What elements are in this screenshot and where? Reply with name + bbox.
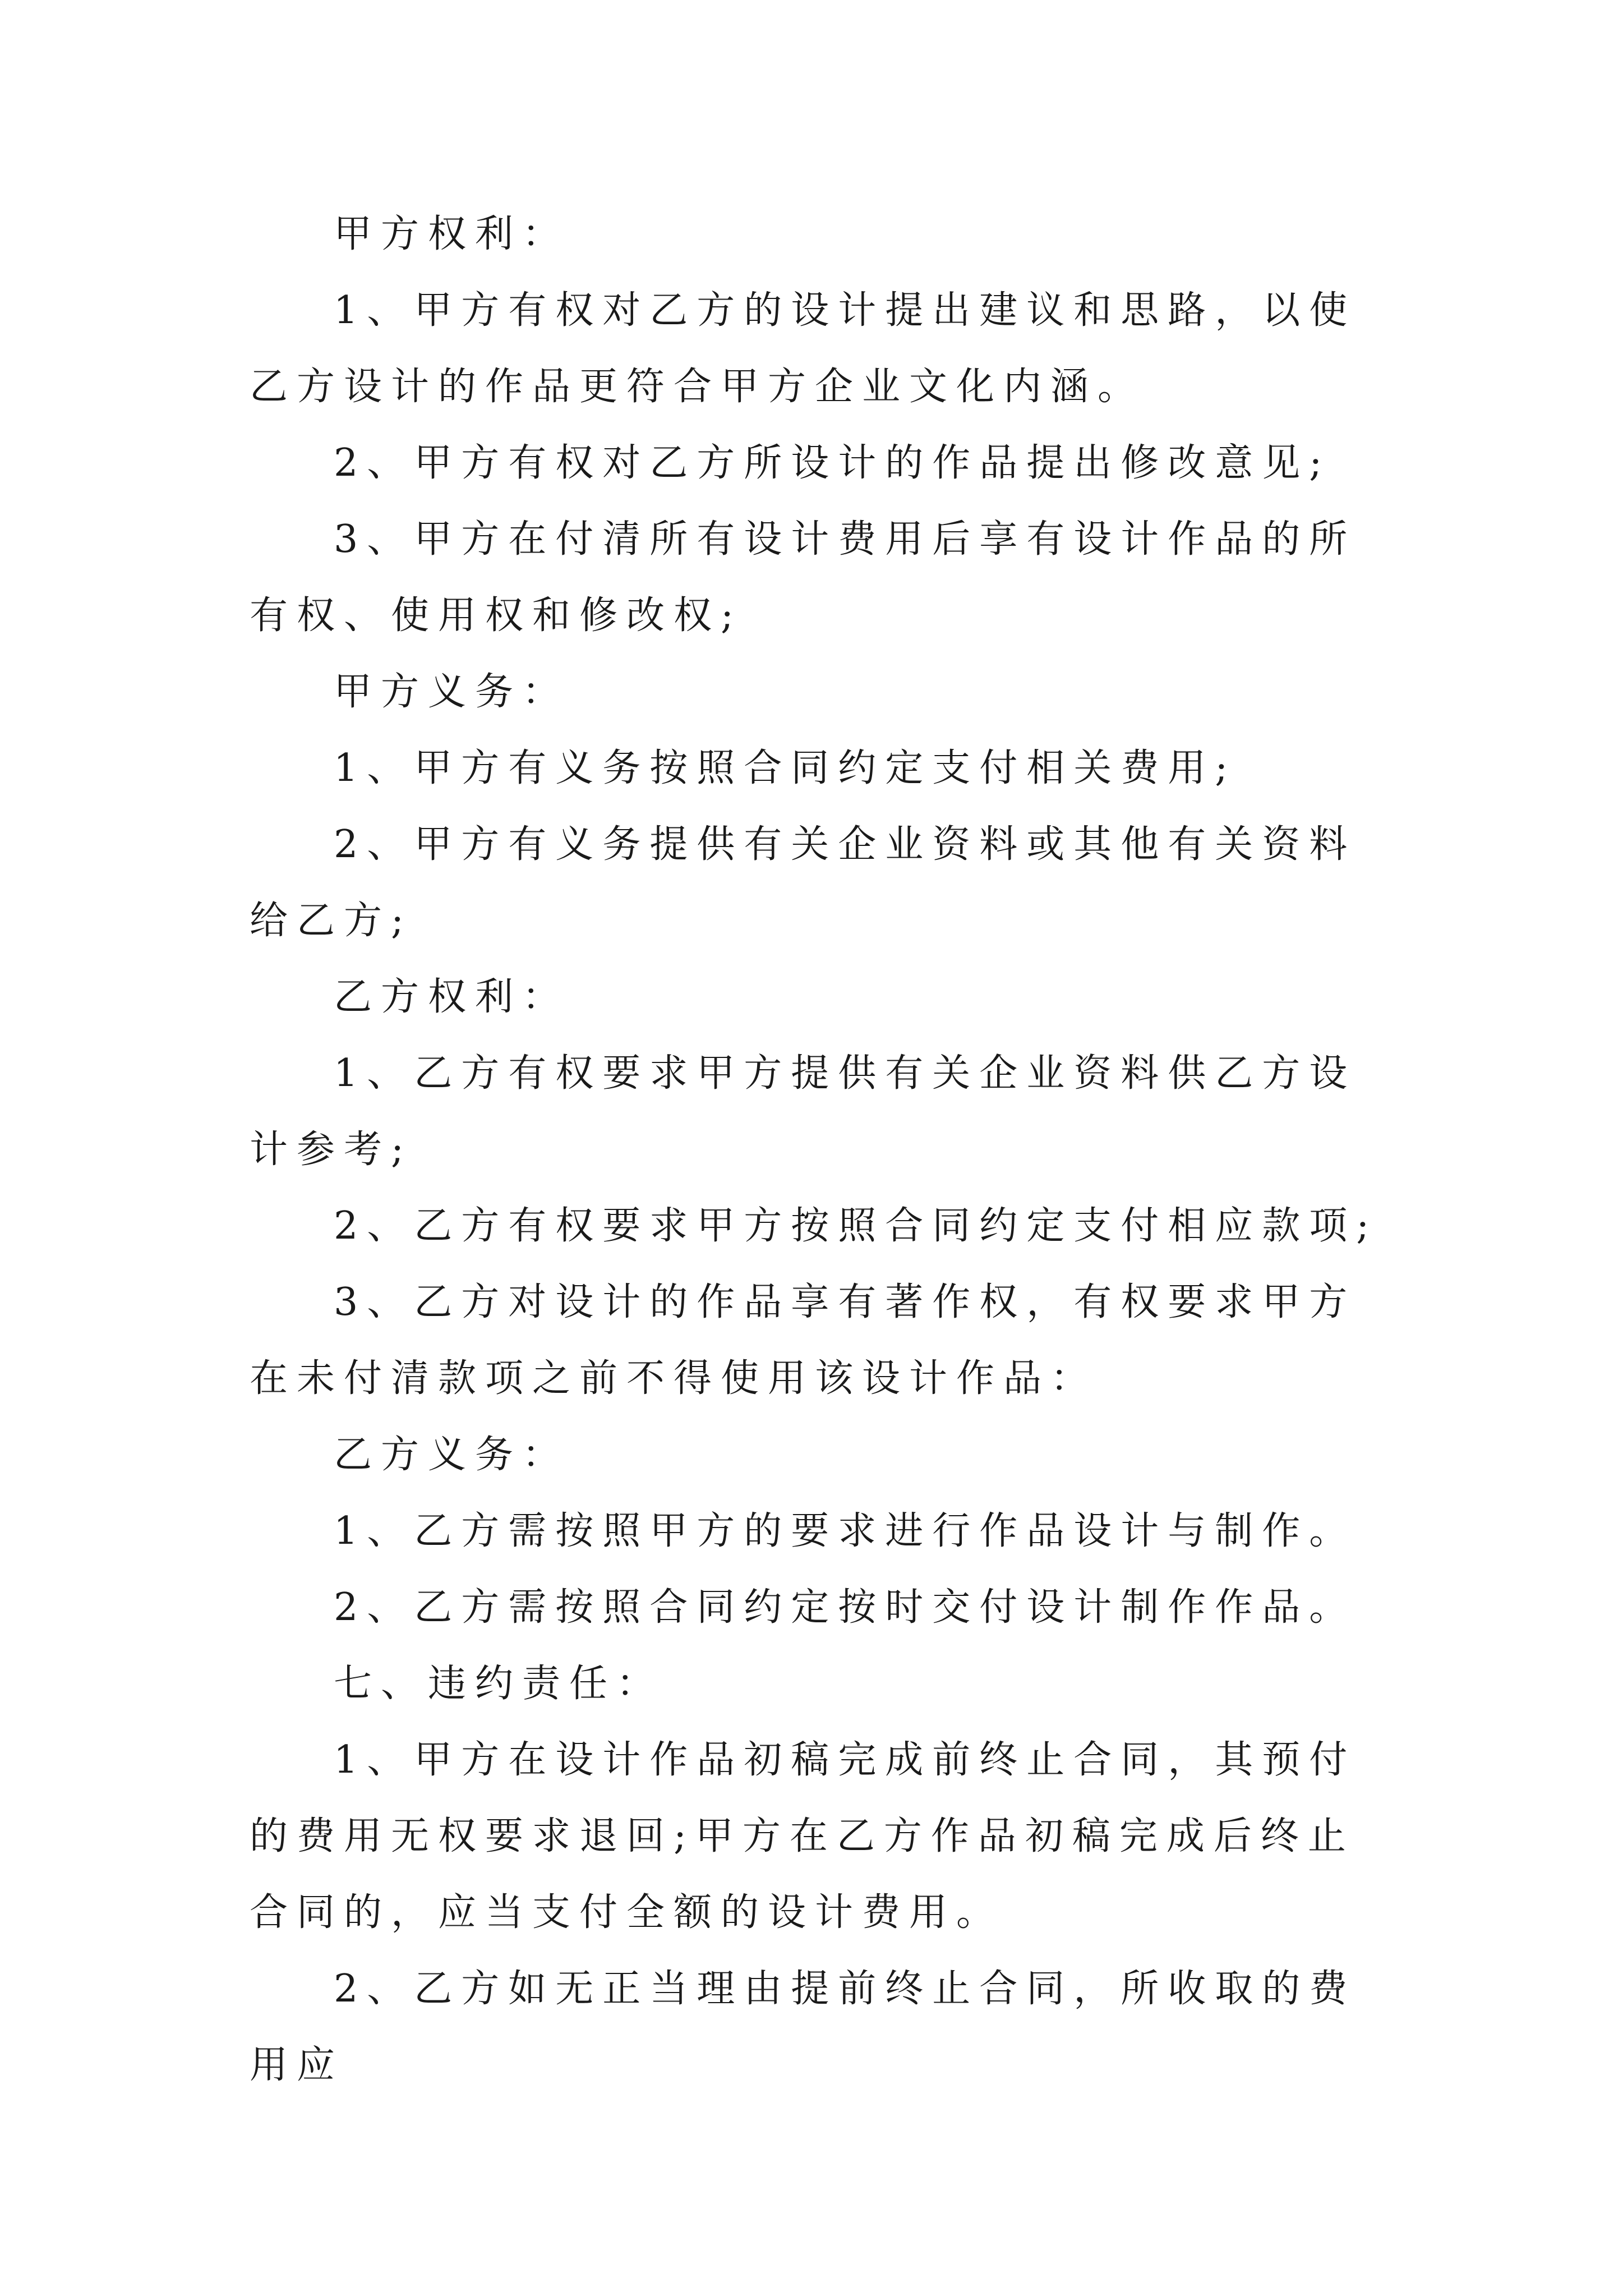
section-heading-party-b-obligations: 乙方义务： [334, 1433, 570, 1477]
section-heading-party-a-obligations: 甲方义务： [334, 670, 570, 714]
paragraph-breach-2: 2、乙方如无正当理由提前终止合同，所收取的费用应 [250, 1967, 1357, 2087]
paragraph-party-b-right-1: 1、乙方有权要求甲方提供有关企业资料供乙方设计参考; [250, 1051, 1357, 1172]
section-heading-party-b-rights: 乙方权利： [334, 975, 570, 1019]
paragraph-party-a-right-2: 2、甲方有权对乙方所设计的作品提出修改意见; [334, 441, 1331, 485]
paragraph-party-b-right-3: 3、乙方对设计的作品享有著作权，有权要求甲方在未付清款项之前不得使用该设计作品： [250, 1280, 1357, 1401]
paragraph-party-a-obligation-2: 2、甲方有义务提供有关企业资料或其他有关资料给乙方; [250, 822, 1357, 943]
paragraph-party-a-obligation-1: 1、甲方有义务按照合同约定支付相关费用; [334, 746, 1237, 790]
paragraph-party-b-obligation-2: 2、乙方需按照合同约定按时交付设计制作作品。 [334, 1585, 1357, 1630]
paragraph-party-b-obligation-1: 1、乙方需按照甲方的要求进行作品设计与制作。 [334, 1509, 1357, 1553]
document-body [250, 196, 1394, 2104]
paragraph-party-a-right-1: 1、甲方有权对乙方的设计提出建议和思路，以使乙方设计的作品更符合甲方企业文化内涵。 [250, 288, 1357, 409]
paragraph-breach-1: 1、甲方在设计作品初稿完成前终止合同，其预付的费用无权要求退回;甲方在乙方作品初稿完成后终止合同的，应当支付全额的设计费用。 [250, 1738, 1357, 1935]
section-heading-party-a-rights: 甲方权利： [334, 212, 570, 256]
section-heading-breach-liability: 七、违约责任： [334, 1662, 664, 1706]
paragraph-party-a-right-3: 3、甲方在付清所有设计费用后享有设计作品的所有权、使用权和修改权; [250, 517, 1357, 638]
paragraph-party-b-right-2: 2、乙方有权要求甲方按照合同约定支付相应款项; [334, 1204, 1378, 1248]
